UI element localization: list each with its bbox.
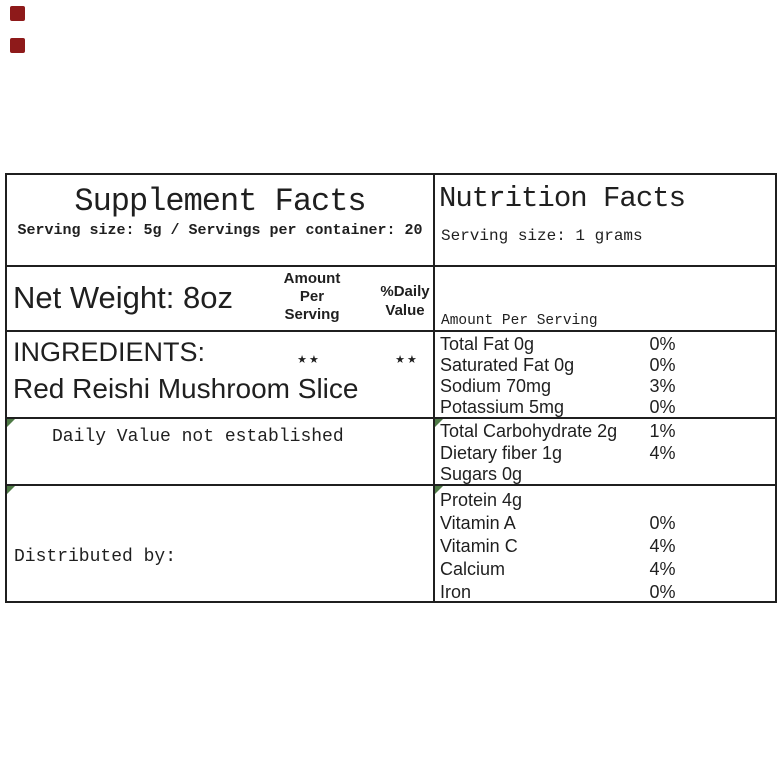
supplement-facts-title: Supplement Facts xyxy=(74,183,366,220)
nutrient-row xyxy=(435,535,775,558)
nutrient-row xyxy=(435,489,775,512)
calories-cell xyxy=(433,267,775,332)
pdv-header-line1: %Daily xyxy=(380,283,430,300)
nutrient-block-2 xyxy=(433,419,775,486)
nutrient-label: Sugars 0g xyxy=(440,464,523,484)
daily-value-asterisk-mark: ★★ xyxy=(395,354,419,366)
red-square-marker-2 xyxy=(10,38,25,53)
nutrient-row xyxy=(435,355,775,376)
nutrient-label: Vitamin A xyxy=(440,513,516,533)
nutrient-dv: 0% xyxy=(649,513,676,533)
nutrient-label: Sodium 70mg xyxy=(440,376,552,396)
nutrient-dv: 0% xyxy=(649,355,676,375)
facts-table xyxy=(5,173,777,603)
daily-value-footnote: Daily Value not established xyxy=(52,427,344,447)
distributor-cell xyxy=(7,486,433,601)
nutrient-dv: 3% xyxy=(649,376,676,396)
pdv-header-line2: Value xyxy=(385,302,425,319)
nutrient-block-1 xyxy=(433,332,775,419)
nutrient-label: Dietary fiber 1g xyxy=(440,442,563,463)
nutrient-label: Potassium 5mg xyxy=(440,397,565,417)
nutrient-dv: 4% xyxy=(649,536,676,556)
nutrient-row xyxy=(435,443,775,465)
nutrient-row xyxy=(435,464,775,486)
nutrient-label: Vitamin C xyxy=(440,536,518,556)
nutrient-dv: 4% xyxy=(649,442,676,463)
nutrient-block-3 xyxy=(433,486,775,601)
percent-daily-value-header xyxy=(359,282,433,320)
nutrition-header-cell xyxy=(433,175,775,267)
nutrient-row xyxy=(435,558,775,581)
amount-per-serving-header xyxy=(257,270,367,324)
nutrient-label: Iron xyxy=(440,582,472,601)
nutrition-serving-line: Serving size: 1 grams xyxy=(441,227,643,245)
nutrient-dv: 1% xyxy=(649,421,676,441)
nutrient-row xyxy=(435,334,775,355)
ingredients-cell xyxy=(7,332,433,419)
nutrient-label: Saturated Fat 0g xyxy=(440,355,575,375)
nutrient-row xyxy=(435,581,775,601)
supplement-header-cell xyxy=(7,175,433,267)
amount-header-line1: Amount xyxy=(283,270,341,287)
footnote-cell xyxy=(7,419,433,486)
net-weight-text: Net Weight: 8oz xyxy=(13,280,233,315)
nutrient-row xyxy=(435,376,775,397)
net-weight-cell xyxy=(7,267,433,332)
nutrient-label: Total Fat 0g xyxy=(440,334,535,354)
red-square-marker-1 xyxy=(10,6,25,21)
nutrient-dv: 4% xyxy=(649,559,676,579)
cell-flag-triangle xyxy=(7,486,15,494)
nutrient-dv: 0% xyxy=(649,397,676,417)
nutrient-label: Protein 4g xyxy=(440,490,523,510)
amount-asterisk-mark: ★★ xyxy=(297,354,321,366)
nutrient-dv: 0% xyxy=(649,334,676,354)
amount-header-line2: Per xyxy=(299,288,325,305)
nutrient-row xyxy=(435,512,775,535)
distributor-label: Distributed by: xyxy=(14,547,177,567)
amount-header-line3: Serving xyxy=(284,306,340,323)
amount-per-serving-label: Amount Per Serving xyxy=(441,313,598,329)
nutrient-row xyxy=(435,397,775,418)
nutrient-row xyxy=(435,421,775,443)
nutrient-dv: 0% xyxy=(649,582,676,601)
nutrient-label: Total Carbohydrate 2g xyxy=(440,421,618,441)
nutrition-facts-title: Nutrition Facts xyxy=(439,182,686,215)
cell-flag-triangle xyxy=(7,419,15,427)
ingredients-value: Red Reishi Mushroom Slice xyxy=(13,373,359,404)
ingredients-label: INGREDIENTS: xyxy=(13,337,206,367)
supplement-serving-line: Serving size: 5g / Servings per container: 20 xyxy=(17,222,423,239)
nutrient-label: Calcium xyxy=(440,559,506,579)
